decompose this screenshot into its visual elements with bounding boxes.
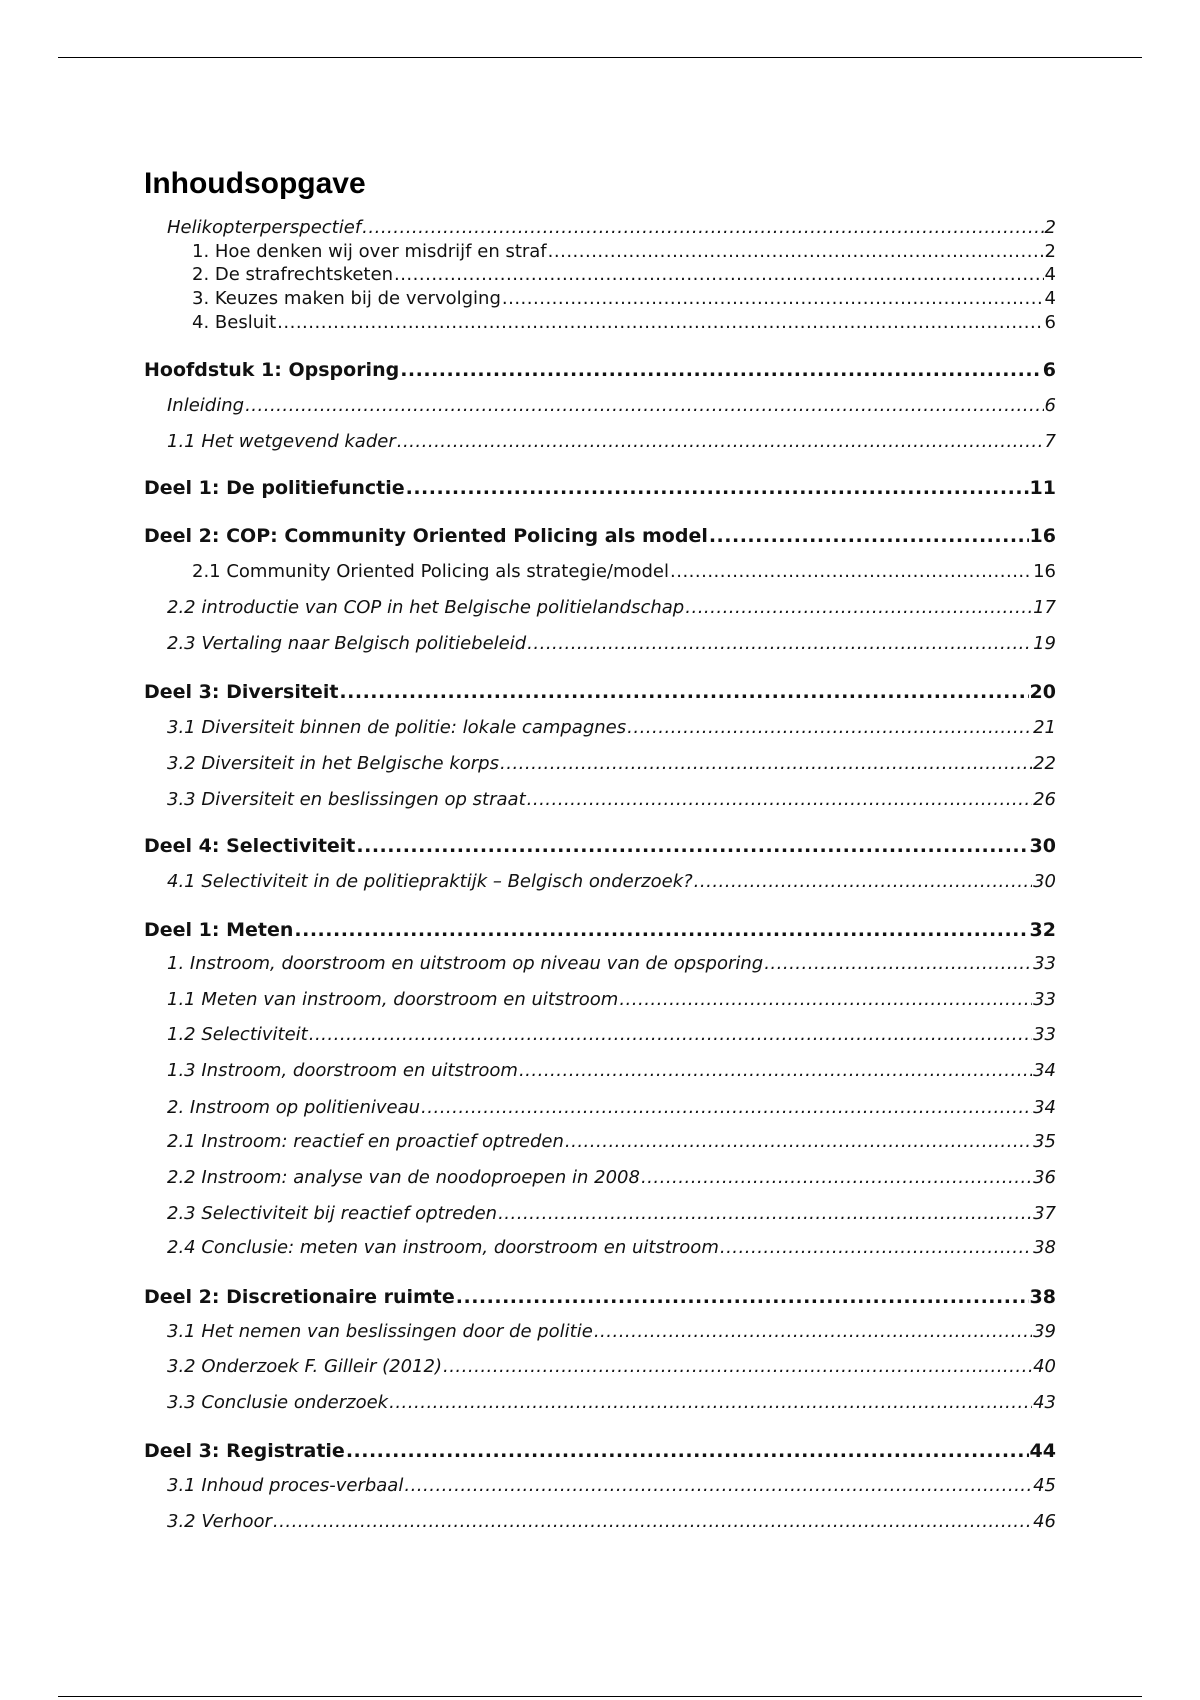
toc-entry-label: 3.1 Diversiteit binnen de politie: lokale campagnes — [167, 717, 627, 738]
toc-entry-label: 1.1 Meten van instroom, doorstroom en uitstroom — [167, 989, 619, 1010]
toc-entry[interactable] — [144, 1285, 1056, 1309]
toc-entry[interactable] — [192, 311, 1056, 335]
toc-leader — [404, 1474, 1032, 1498]
toc-entry[interactable] — [144, 918, 1056, 942]
toc-leader — [519, 1059, 1032, 1083]
toc-entry-label: 3.1 Het nemen van beslissingen door de politie — [167, 1321, 593, 1342]
toc-leader — [527, 632, 1032, 656]
toc-page-number: 4 — [1044, 264, 1056, 285]
toc-entry-label: 1. Hoe denken wij over misdrijf en straf — [192, 241, 547, 262]
toc-leader — [443, 1355, 1032, 1379]
toc-page-number: 16 — [1029, 525, 1056, 547]
toc-leader — [339, 680, 1028, 704]
toc-entry-label: 2.3 Vertaling naar Belgisch politiebeleid — [167, 633, 527, 654]
toc-page-number: 6 — [1042, 359, 1056, 381]
toc-page-number: 33 — [1033, 953, 1056, 974]
toc-leader — [273, 1510, 1032, 1534]
toc-page-number: 43 — [1033, 1392, 1056, 1413]
toc-entry-label: 2. Instroom op politieniveau — [167, 1097, 421, 1118]
toc-page-number: 37 — [1033, 1203, 1056, 1224]
toc-entry-label: 3. Keuzes maken bij de vervolging — [192, 288, 501, 309]
toc-entry[interactable] — [144, 680, 1056, 704]
toc-entry-label: 2. De strafrechtsketen — [192, 264, 393, 285]
toc-page-number: 40 — [1033, 1356, 1056, 1377]
toc-page-number: 30 — [1029, 835, 1056, 857]
toc-entry[interactable] — [167, 1166, 1056, 1190]
toc-page-number: 26 — [1033, 789, 1056, 810]
toc-page-number: 30 — [1033, 871, 1056, 892]
toc-entry[interactable] — [167, 1096, 1056, 1120]
toc-entry-label: 4. Besluit — [192, 312, 277, 333]
toc-leader — [389, 1391, 1032, 1415]
toc-page-number: 22 — [1033, 753, 1056, 774]
toc-leader — [406, 476, 1029, 500]
toc-entry-label: Deel 2: Discretionaire ruimte — [144, 1286, 455, 1308]
toc-leader — [394, 263, 1044, 287]
toc-entry-label: 3.2 Verhoor — [167, 1511, 272, 1532]
toc-page-number: 34 — [1033, 1060, 1056, 1081]
toc-entry[interactable] — [144, 476, 1056, 500]
toc-page-number: 38 — [1029, 1286, 1056, 1308]
toc-leader — [397, 430, 1044, 454]
toc-entry-label: Deel 2: COP: Community Oriented Policing als model — [144, 525, 708, 547]
toc-entry[interactable] — [167, 1474, 1056, 1498]
toc-entry[interactable] — [167, 1202, 1056, 1226]
toc-page-number: 21 — [1033, 717, 1056, 738]
toc-entry-label: 2.2 introductie van COP in het Belgische politielandschap — [167, 597, 685, 618]
toc-page-number: 46 — [1033, 1511, 1056, 1532]
toc-entry[interactable] — [144, 834, 1056, 858]
toc-entry[interactable] — [167, 430, 1056, 454]
toc-leader — [619, 988, 1032, 1012]
toc-entry-label: 2.1 Instroom: reactief en proactief optreden — [167, 1131, 564, 1152]
toc-leader — [400, 358, 1042, 382]
toc-page-number: 44 — [1029, 1440, 1056, 1462]
toc-page-number: 11 — [1029, 477, 1056, 499]
toc-entry[interactable] — [167, 596, 1056, 620]
toc-page-number: 6 — [1044, 395, 1056, 416]
toc-entry-label: Deel 1: De politiefunctie — [144, 477, 405, 499]
toc-leader — [356, 834, 1028, 858]
toc-entry[interactable] — [192, 263, 1056, 287]
toc-leader — [362, 216, 1043, 240]
toc-entry[interactable] — [167, 1510, 1056, 1534]
toc-leader — [565, 1130, 1032, 1154]
toc-leader — [277, 311, 1043, 335]
toc-leader — [456, 1285, 1029, 1309]
toc-entry[interactable] — [167, 752, 1056, 776]
toc-entry-label: 1. Instroom, doorstroom en uitstroom op niveau van de opsporing — [167, 953, 764, 974]
toc-leader — [685, 596, 1032, 620]
toc-leader — [245, 394, 1043, 418]
toc-entry-label: Hoofdstuk 1: Opsporing — [144, 359, 400, 381]
toc-page-number: 36 — [1033, 1167, 1056, 1188]
toc-entry[interactable] — [167, 870, 1056, 894]
toc-entry-label: 2.3 Selectiviteit bij reactief optreden — [167, 1203, 498, 1224]
toc-entry-label: Deel 1: Meten — [144, 919, 294, 941]
toc-entry[interactable] — [167, 632, 1056, 656]
toc-page-number: 38 — [1033, 1237, 1056, 1258]
toc-leader — [500, 752, 1032, 776]
toc-entry-label: 1.3 Instroom, doorstroom en uitstroom — [167, 1060, 518, 1081]
toc-entry-label: 1.2 Selectiviteit — [167, 1024, 308, 1045]
toc-entry-label: 3.2 Onderzoek F. Gilleir (2012) — [167, 1356, 442, 1377]
toc-entry[interactable] — [167, 1320, 1056, 1344]
toc-entry[interactable] — [167, 788, 1056, 812]
toc-entry[interactable] — [167, 716, 1056, 740]
toc-page-number: 20 — [1029, 681, 1056, 703]
toc-entry[interactable] — [144, 1439, 1056, 1463]
toc-page-number: 39 — [1033, 1321, 1056, 1342]
toc-entry-label: 2.2 Instroom: analyse van de noodoproepen in 2008 — [167, 1167, 640, 1188]
toc-leader — [720, 1236, 1032, 1260]
toc-page-number: 16 — [1033, 561, 1056, 582]
toc-entry-label: 1.1 Het wetgevend kader — [167, 431, 396, 452]
toc-entry[interactable] — [167, 216, 1056, 240]
toc-entry[interactable] — [144, 358, 1056, 382]
footer-rule — [58, 1696, 1142, 1697]
toc-leader — [346, 1439, 1029, 1463]
toc-entry-label: Inleiding — [167, 395, 245, 416]
toc-entry-label: Deel 4: Selectiviteit — [144, 835, 356, 857]
toc-entry-label: Helikopterperspectief — [167, 217, 362, 238]
toc-entry[interactable] — [192, 287, 1056, 311]
toc-entry[interactable] — [167, 988, 1056, 1012]
toc-leader — [502, 287, 1044, 311]
toc-leader — [641, 1166, 1032, 1190]
toc-title: Inhoudsopgave — [144, 167, 366, 200]
toc-entry[interactable] — [167, 394, 1056, 418]
toc-entry-label: 2.1 Community Oriented Policing als strategie/model — [192, 561, 669, 582]
toc-entry[interactable] — [167, 1130, 1056, 1154]
toc-leader — [764, 952, 1032, 976]
toc-page-number: 33 — [1033, 1024, 1056, 1045]
toc-page-number: 35 — [1033, 1131, 1056, 1152]
toc-entry-label: Deel 3: Registratie — [144, 1440, 345, 1462]
toc-entry-label: 3.1 Inhoud proces-verbaal — [167, 1475, 404, 1496]
toc-entry[interactable] — [167, 1236, 1056, 1260]
toc-entry-label: 4.1 Selectiviteit in de politiepraktijk – Belgisch onderzoek? — [167, 871, 693, 892]
toc-entry-label: Deel 3: Diversiteit — [144, 681, 339, 703]
toc-entry[interactable] — [144, 524, 1056, 548]
toc-entry[interactable] — [167, 1355, 1056, 1379]
toc-page-number: 2 — [1044, 217, 1056, 238]
toc-leader — [670, 560, 1032, 584]
toc-entry[interactable] — [192, 560, 1056, 584]
toc-entry[interactable] — [167, 1023, 1056, 1047]
toc-leader — [694, 870, 1032, 894]
toc-page-number: 7 — [1044, 431, 1056, 452]
toc-leader — [527, 788, 1032, 812]
toc-leader — [548, 240, 1044, 264]
toc-entry[interactable] — [167, 1391, 1056, 1415]
toc-entry-label: 3.3 Conclusie onderzoek — [167, 1392, 389, 1413]
toc-page-number: 4 — [1044, 288, 1056, 309]
toc-page-number: 17 — [1033, 597, 1056, 618]
toc-page-number: 45 — [1033, 1475, 1056, 1496]
toc-page-number: 2 — [1044, 241, 1056, 262]
toc-leader — [709, 524, 1029, 548]
toc-page-number: 34 — [1033, 1097, 1056, 1118]
toc-page-number: 33 — [1033, 989, 1056, 1010]
toc-entry-label: 2.4 Conclusie: meten van instroom, doorstroom en uitstroom — [167, 1237, 719, 1258]
toc-leader — [294, 918, 1028, 942]
toc-entry[interactable] — [192, 240, 1056, 264]
toc-entry-label: 3.2 Diversiteit in het Belgische korps — [167, 753, 499, 774]
toc-leader — [498, 1202, 1032, 1226]
toc-leader — [421, 1096, 1032, 1120]
toc-entry[interactable] — [167, 952, 1056, 976]
toc-leader — [627, 716, 1032, 740]
toc-page-number: 32 — [1029, 919, 1056, 941]
toc-leader — [594, 1320, 1032, 1344]
toc-page-number: 19 — [1033, 633, 1056, 654]
toc-entry-label: 3.3 Diversiteit en beslissingen op straat — [167, 789, 526, 810]
toc-page-number: 6 — [1044, 312, 1056, 333]
toc-entry[interactable] — [167, 1059, 1056, 1083]
toc-leader — [309, 1023, 1032, 1047]
